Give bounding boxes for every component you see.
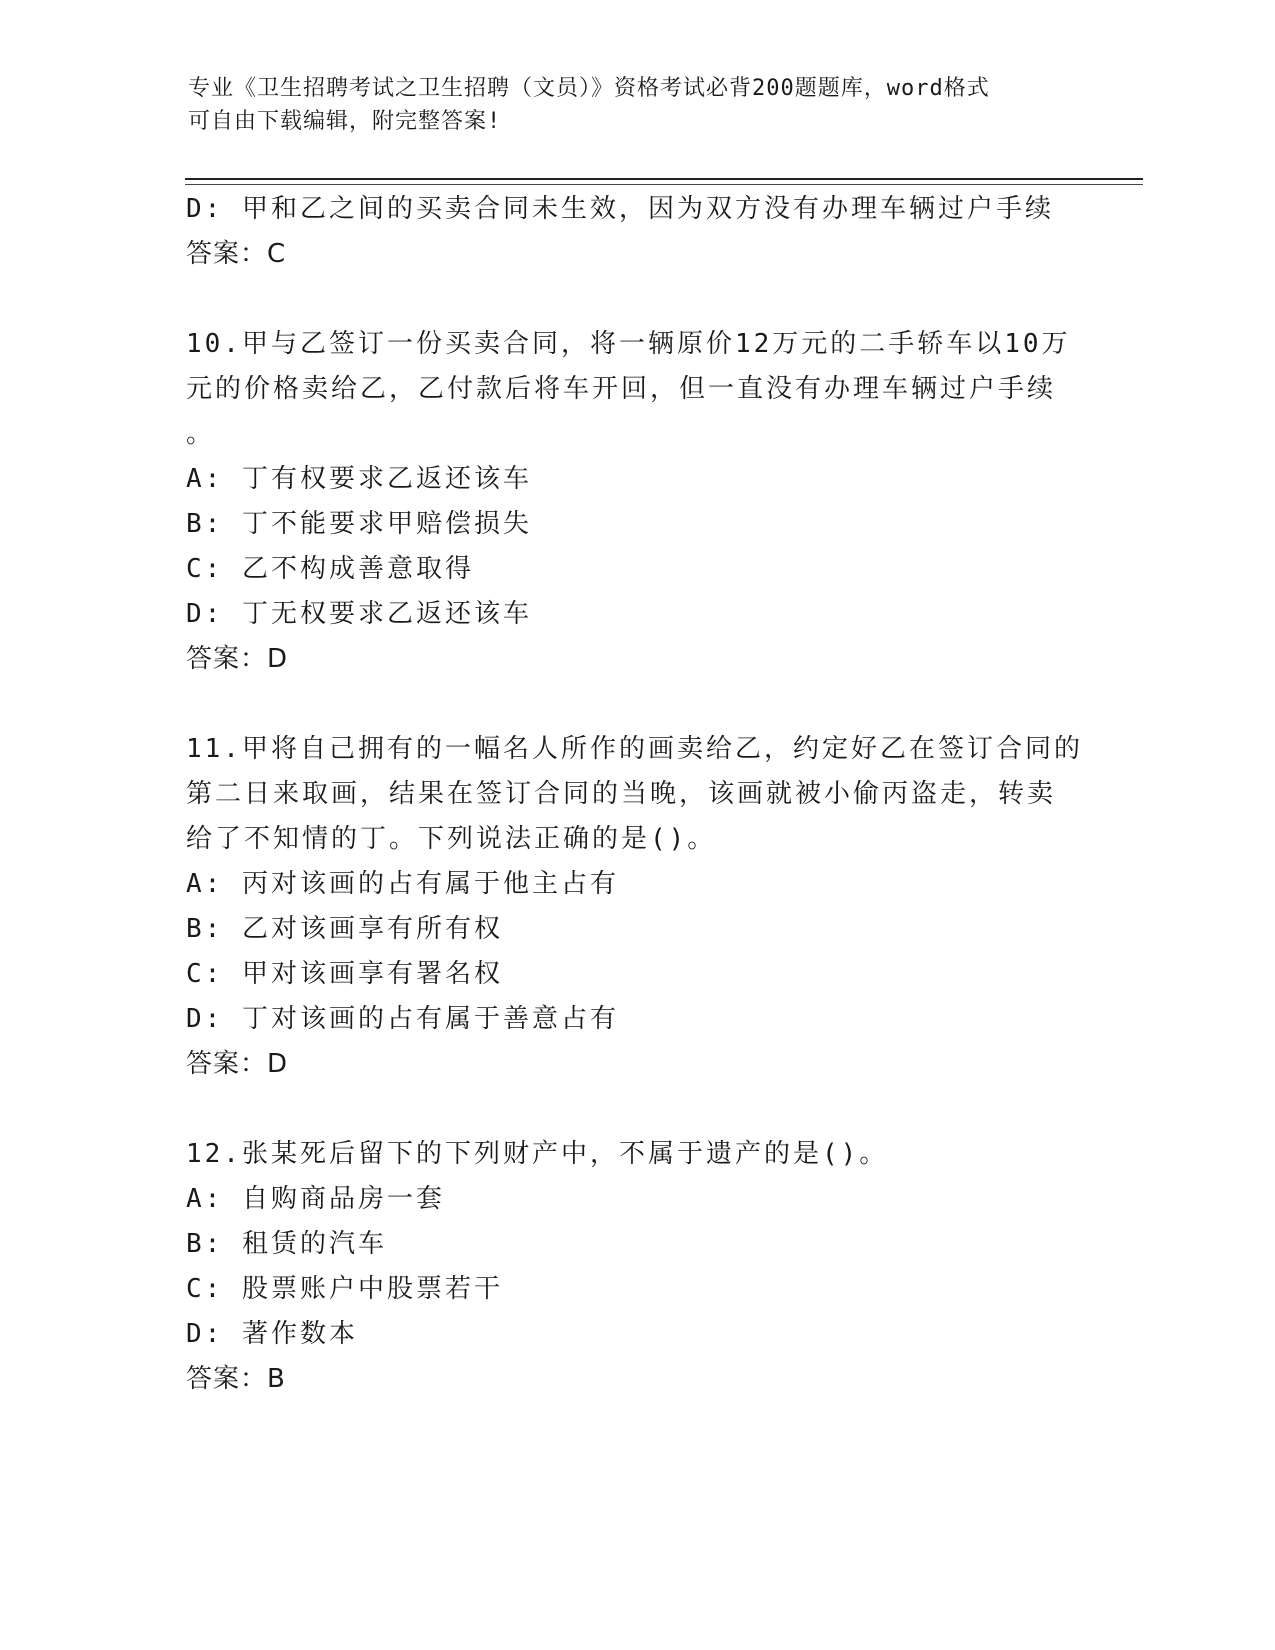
question-10-text-line-3: 。 (186, 419, 216, 449)
spacer (186, 682, 1106, 727)
header-divider-thin (185, 184, 1143, 185)
question-11-text-line-2: 第二日来取画，结果在签订合同的当晚，该画就被小偷丙盗走，转卖 (186, 779, 1057, 809)
question-11 (186, 727, 1106, 1087)
question-10 (186, 322, 1106, 682)
question-10-option-b: B: 丁不能要求甲赔偿损失 (186, 509, 532, 539)
question-10-answer: 答案：D (186, 644, 289, 674)
header-title-line-2: 可自由下载编辑，附完整答案! (188, 109, 502, 134)
question-10-option-c: C: 乙不构成善意取得 (186, 554, 474, 584)
question-10-text-line-2: 元的价格卖给乙，乙付款后将车开回，但一直没有办理车辆过户手续 (186, 374, 1057, 404)
question-12-answer: 答案：B (186, 1364, 286, 1394)
document-header (188, 72, 1088, 138)
question-12-text-line-1: 12.张某死后留下的下列财产中，不属于遗产的是()。 (186, 1139, 889, 1169)
question-11-answer: 答案：D (186, 1049, 289, 1079)
question-10-option-d: D: 丁无权要求乙返还该车 (186, 599, 532, 629)
header-divider (185, 178, 1143, 180)
prev-answer: 答案：C (186, 239, 287, 269)
question-10-option-a: A: 丁有权要求乙返还该车 (186, 464, 532, 494)
question-11-option-d: D: 丁对该画的占有属于善意占有 (186, 1004, 619, 1034)
prev-option-d: D: 甲和乙之间的买卖合同未生效，因为双方没有办理车辆过户手续 (186, 194, 1054, 224)
question-12-option-b: B: 租赁的汽车 (186, 1229, 387, 1259)
question-11-option-a: A: 丙对该画的占有属于他主占有 (186, 869, 619, 899)
spacer (186, 277, 1106, 322)
spacer (186, 1087, 1106, 1132)
question-11-option-c: C: 甲对该画享有署名权 (186, 959, 503, 989)
question-11-option-b: B: 乙对该画享有所有权 (186, 914, 503, 944)
question-11-text-line-3: 给了不知情的丁。下列说法正确的是()。 (186, 824, 717, 854)
question-12 (186, 1132, 1106, 1402)
question-12-option-a: A: 自购商品房一套 (186, 1184, 445, 1214)
question-content (186, 187, 1106, 1402)
question-10-text-line-1: 10.甲与乙签订一份买卖合同，将一辆原价12万元的二手轿车以10万 (186, 329, 1071, 359)
question-11-text-line-1: 11.甲将自己拥有的一幅名人所作的画卖给乙，约定好乙在签订合同的 (186, 734, 1083, 764)
header-title-line-1: 专业《卫生招聘考试之卫生招聘（文员）》资格考试必背200题题库，word格式 (188, 76, 990, 101)
question-12-option-c: C: 股票账户中股票若干 (186, 1274, 503, 1304)
question-12-option-d: D: 著作数本 (186, 1319, 358, 1349)
